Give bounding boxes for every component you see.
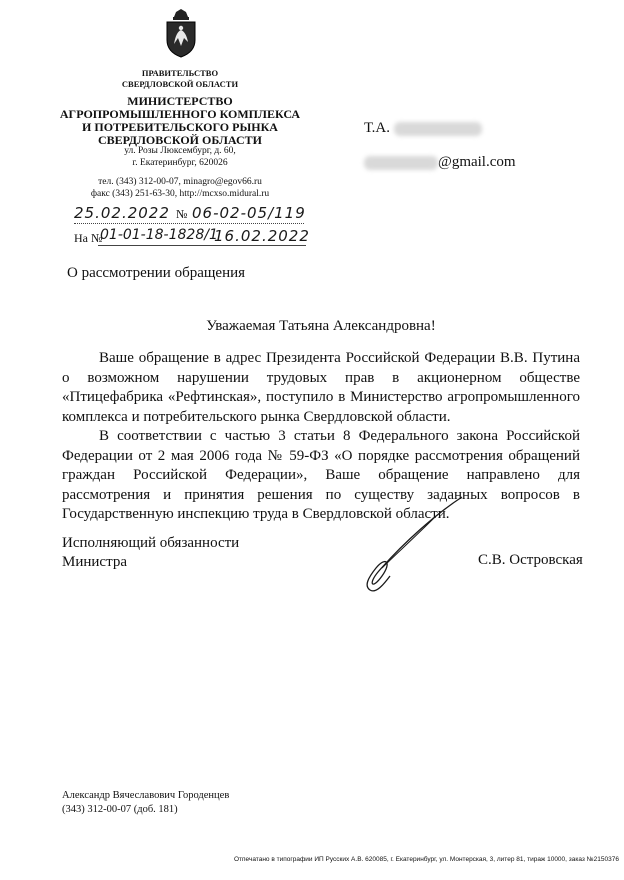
print-note: Отпечатано в типографии ИП Русских А.В. 620085, г. Екатеринбург, ул. Монтерская, 3, литер 81, тираж 10000, заказ №2150376 (234, 856, 619, 863)
registration-number-label: № (176, 207, 188, 221)
executor-info (62, 789, 229, 817)
salutation: Уважаемая Татьяна Александровна! (206, 318, 436, 334)
ministry-title: МИНИСТЕРСТВО АГРОПРОМЫШЛЕННОГО КОМПЛЕКСА И ПОТРЕБИТЕЛЬСКОГО РЫНКА СВЕРДЛОВСКОЙ ОБЛАСТИ (59, 94, 301, 147)
reference-date: 16.02.2022 (214, 227, 310, 245)
signatory-position: Исполняющий обязанности Министра (62, 535, 240, 570)
ministry-contacts: тел. (343) 312-00-07, minagro@egov66.ru факс (343) 251-63-30, http://mcxso.midural.ru (90, 177, 270, 199)
subject: О рассмотрении обращения (67, 265, 246, 281)
redacted-email-user (364, 156, 438, 170)
registration-line (74, 204, 324, 226)
reference-line (74, 226, 324, 248)
letter-body (62, 349, 580, 525)
signatory-name: С.В. Островская (478, 552, 583, 568)
reference-number: 01-01-18-1828/1 (100, 227, 218, 243)
coat-of-arms-icon (164, 8, 198, 58)
executor-phone: (343) 312-00-07 (доб. 181) (62, 804, 178, 815)
reference-prefix: На № (74, 231, 103, 245)
registration-date: 25.02.2022 (74, 204, 170, 222)
reference-underline (98, 245, 306, 246)
body-paragraph: В соответствии с частью 3 статьи 8 Федерального закона Российской Федерации от 2 мая 2006 года № 59-ФЗ «О порядке рассмотрения обращений граждан Российской Федерации», Ваше обращение направлено для рассмотрения и принятия решения по существу заданных вопросов в Государственную инспекцию труда в Свердловской области. (62, 428, 580, 522)
registration-number: 06-02-05/119 (192, 204, 306, 222)
body-paragraph: Ваше обращение в адрес Президента Российской Федерации В.В. Путина о возможном нарушении трудовых прав в акционерном обществе «Птицефабрика «Рефтинская», поступило в Министерство агропромышленного комплекса и потребительского рынка Свердловской области. (62, 350, 580, 425)
redacted-surname (394, 122, 482, 136)
executor-name: Александр Вячеславович Городенцев (62, 790, 230, 801)
government-title: ПРАВИТЕЛЬСТВО СВЕРДЛОВСКОЙ ОБЛАСТИ (121, 68, 239, 89)
ministry-address: ул. Розы Люксембург, д. 60, г. Екатеринбург, 620026 (124, 146, 236, 168)
recipient-email: @gmail.com (364, 154, 516, 171)
recipient-name: Т.А. (364, 120, 482, 137)
handwritten-signature (356, 494, 468, 598)
registration-underline (74, 223, 304, 224)
